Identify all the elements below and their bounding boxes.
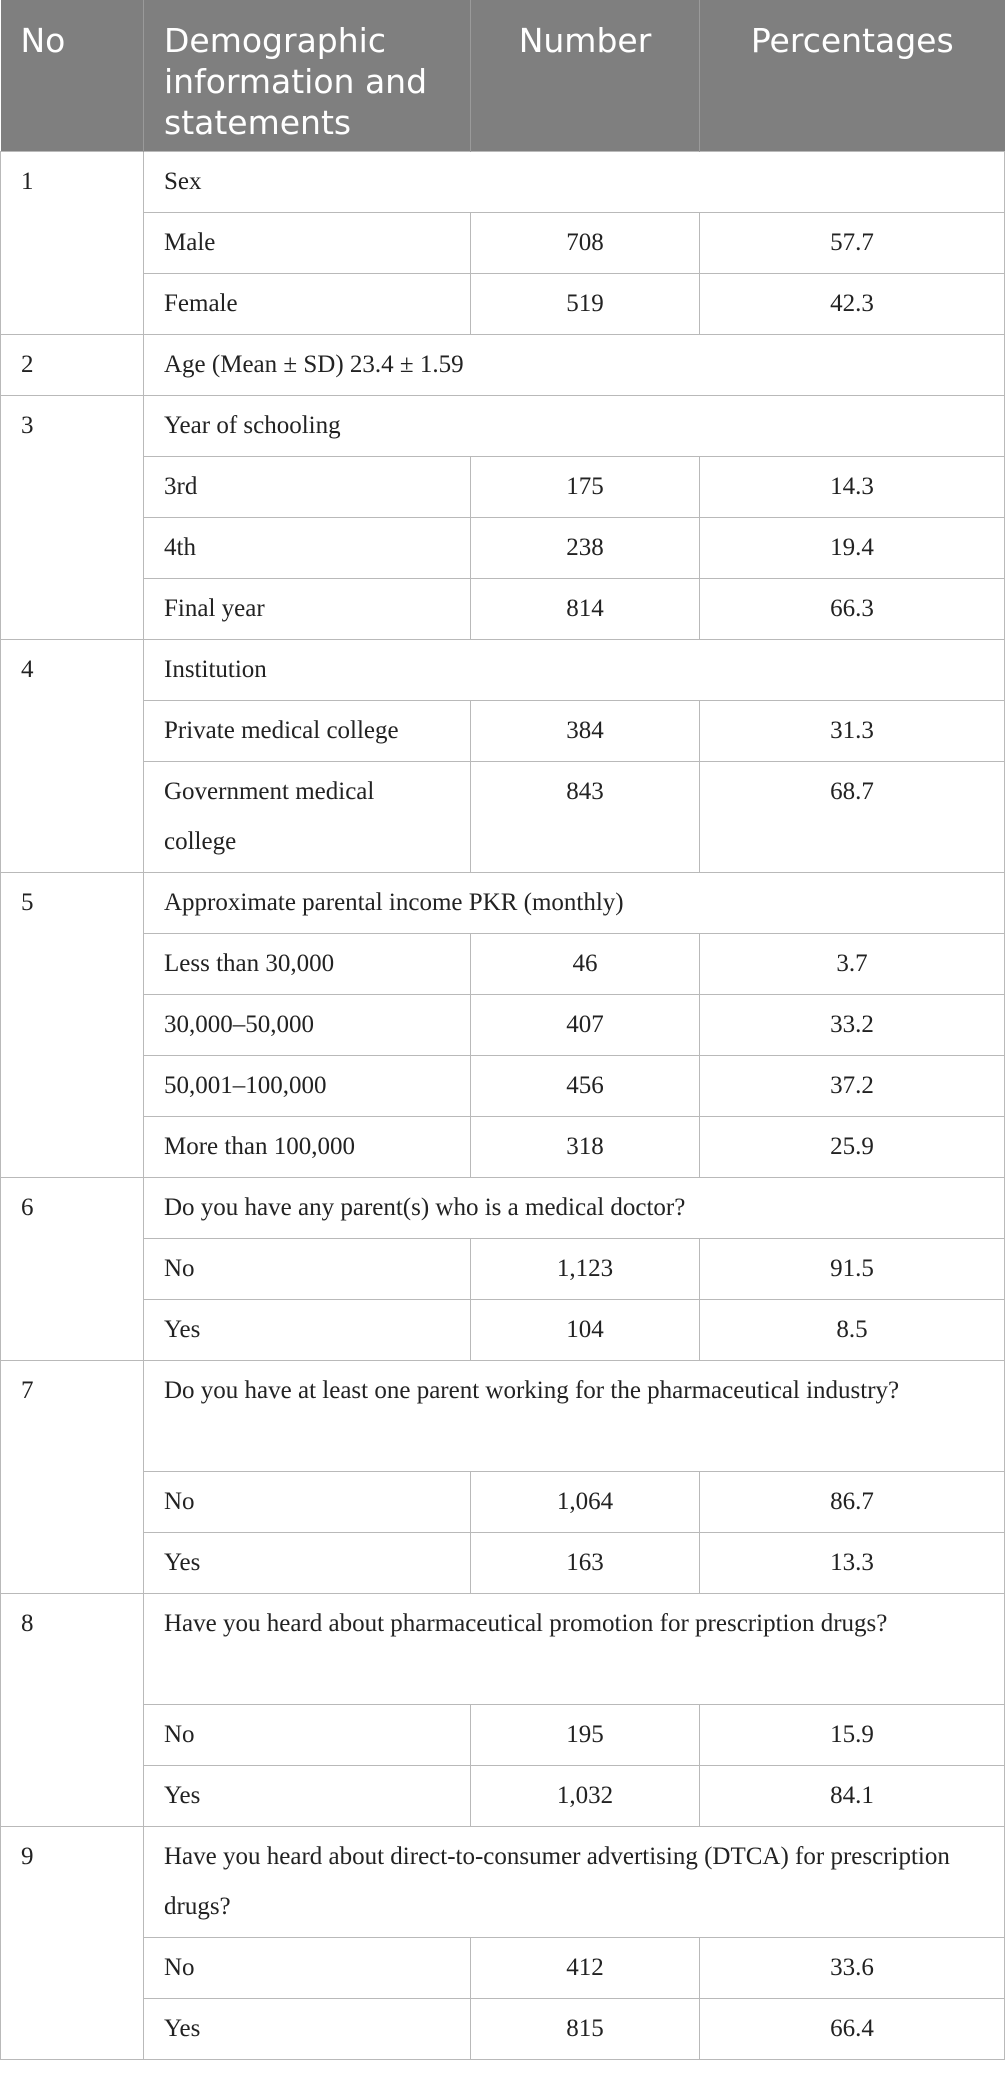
row-label: Female (144, 274, 471, 335)
row-number-value: 815 (471, 1999, 700, 2060)
header-label: Demographic information and statements (144, 0, 471, 152)
row-label: Yes (144, 1300, 471, 1361)
row-percentage: 68.7 (700, 762, 1005, 873)
row-label: Final year (144, 579, 471, 640)
row-label: No (144, 1239, 471, 1300)
group-title: Approximate parental income PKR (monthly) (144, 873, 1005, 934)
row-number-value: 384 (471, 701, 700, 762)
table-row (1, 1056, 1005, 1117)
row-label: Yes (144, 1533, 471, 1594)
group-title: Have you heard about direct-to-consumer advertising (DTCA) for prescription drugs? (144, 1827, 1005, 1938)
table-row (1, 934, 1005, 995)
row-label: Government medical college (144, 762, 471, 873)
row-label: 50,001–100,000 (144, 1056, 471, 1117)
table-row (1, 762, 1005, 873)
group-title: Do you have at least one parent working for the pharmaceutical industry? (144, 1361, 1005, 1472)
table-row (1, 213, 1005, 274)
row-percentage: 84.1 (700, 1766, 1005, 1827)
row-number-value: 519 (471, 274, 700, 335)
table-row (1, 579, 1005, 640)
row-number-value: 814 (471, 579, 700, 640)
table-row (1, 1705, 1005, 1766)
table-row (1, 1239, 1005, 1300)
row-percentage: 19.4 (700, 518, 1005, 579)
table-row (1, 1938, 1005, 1999)
group-title-row (1, 640, 1005, 701)
row-percentage: 86.7 (700, 1472, 1005, 1533)
table-row (1, 701, 1005, 762)
group-title-row (1, 396, 1005, 457)
row-number-value: 708 (471, 213, 700, 274)
row-percentage: 33.6 (700, 1938, 1005, 1999)
row-label: No (144, 1938, 471, 1999)
row-percentage: 15.9 (700, 1705, 1005, 1766)
table-row (1, 995, 1005, 1056)
header-no: No (1, 0, 144, 152)
row-number: 9 (1, 1827, 144, 2060)
row-percentage: 37.2 (700, 1056, 1005, 1117)
row-label: Private medical college (144, 701, 471, 762)
header-row (1, 0, 1005, 152)
row-number: 1 (1, 152, 144, 335)
table-row (1, 1999, 1005, 2060)
row-percentage: 42.3 (700, 274, 1005, 335)
row-percentage: 33.2 (700, 995, 1005, 1056)
group-title: Do you have any parent(s) who is a medical doctor? (144, 1178, 1005, 1239)
row-percentage: 8.5 (700, 1300, 1005, 1361)
header-percentages: Percentages (700, 0, 1005, 152)
header-number: Number (471, 0, 700, 152)
row-label: Male (144, 213, 471, 274)
row-percentage: 66.4 (700, 1999, 1005, 2060)
group-title: Institution (144, 640, 1005, 701)
row-percentage: 14.3 (700, 457, 1005, 518)
row-number-value: 318 (471, 1117, 700, 1178)
row-number-value: 46 (471, 934, 700, 995)
row-number-value: 412 (471, 1938, 700, 1999)
row-label: 4th (144, 518, 471, 579)
row-percentage: 3.7 (700, 934, 1005, 995)
row-number-value: 407 (471, 995, 700, 1056)
group-title: Age (Mean ± SD) 23.4 ± 1.59 (144, 335, 1005, 396)
table-row (1, 1472, 1005, 1533)
row-label: Yes (144, 1999, 471, 2060)
row-number: 5 (1, 873, 144, 1178)
row-label: No (144, 1705, 471, 1766)
group-title-row (1, 1827, 1005, 1938)
row-percentage: 91.5 (700, 1239, 1005, 1300)
table-row (1, 457, 1005, 518)
row-number-value: 195 (471, 1705, 700, 1766)
row-number: 6 (1, 1178, 144, 1361)
row-number-value: 163 (471, 1533, 700, 1594)
row-number: 8 (1, 1594, 144, 1827)
group-title: Year of schooling (144, 396, 1005, 457)
row-label: Less than 30,000 (144, 934, 471, 995)
group-title-row (1, 152, 1005, 213)
row-percentage: 13.3 (700, 1533, 1005, 1594)
group-title-row (1, 1361, 1005, 1472)
row-percentage: 25.9 (700, 1117, 1005, 1178)
table-body (1, 152, 1005, 2060)
row-label: Yes (144, 1766, 471, 1827)
group-title: Have you heard about pharmaceutical promotion for prescription drugs? (144, 1594, 1005, 1705)
table-row (1, 1300, 1005, 1361)
row-label: More than 100,000 (144, 1117, 471, 1178)
row-percentage: 66.3 (700, 579, 1005, 640)
row-label: No (144, 1472, 471, 1533)
row-number-value: 238 (471, 518, 700, 579)
group-title-row (1, 335, 1005, 396)
row-percentage: 31.3 (700, 701, 1005, 762)
row-number: 4 (1, 640, 144, 873)
row-number-value: 1,032 (471, 1766, 700, 1827)
row-number-value: 175 (471, 457, 700, 518)
row-number-value: 1,064 (471, 1472, 700, 1533)
group-title-row (1, 1178, 1005, 1239)
table-row (1, 1766, 1005, 1827)
group-title: Sex (144, 152, 1005, 213)
row-number: 2 (1, 335, 144, 396)
table-row (1, 274, 1005, 335)
row-number: 7 (1, 1361, 144, 1594)
table-row (1, 518, 1005, 579)
group-title-row (1, 873, 1005, 934)
row-label: 30,000–50,000 (144, 995, 471, 1056)
row-number: 3 (1, 396, 144, 640)
row-number-value: 843 (471, 762, 700, 873)
row-label: 3rd (144, 457, 471, 518)
table-row (1, 1117, 1005, 1178)
table-row (1, 1533, 1005, 1594)
row-percentage: 57.7 (700, 213, 1005, 274)
row-number-value: 1,123 (471, 1239, 700, 1300)
row-number-value: 456 (471, 1056, 700, 1117)
row-number-value: 104 (471, 1300, 700, 1361)
group-title-row (1, 1594, 1005, 1705)
